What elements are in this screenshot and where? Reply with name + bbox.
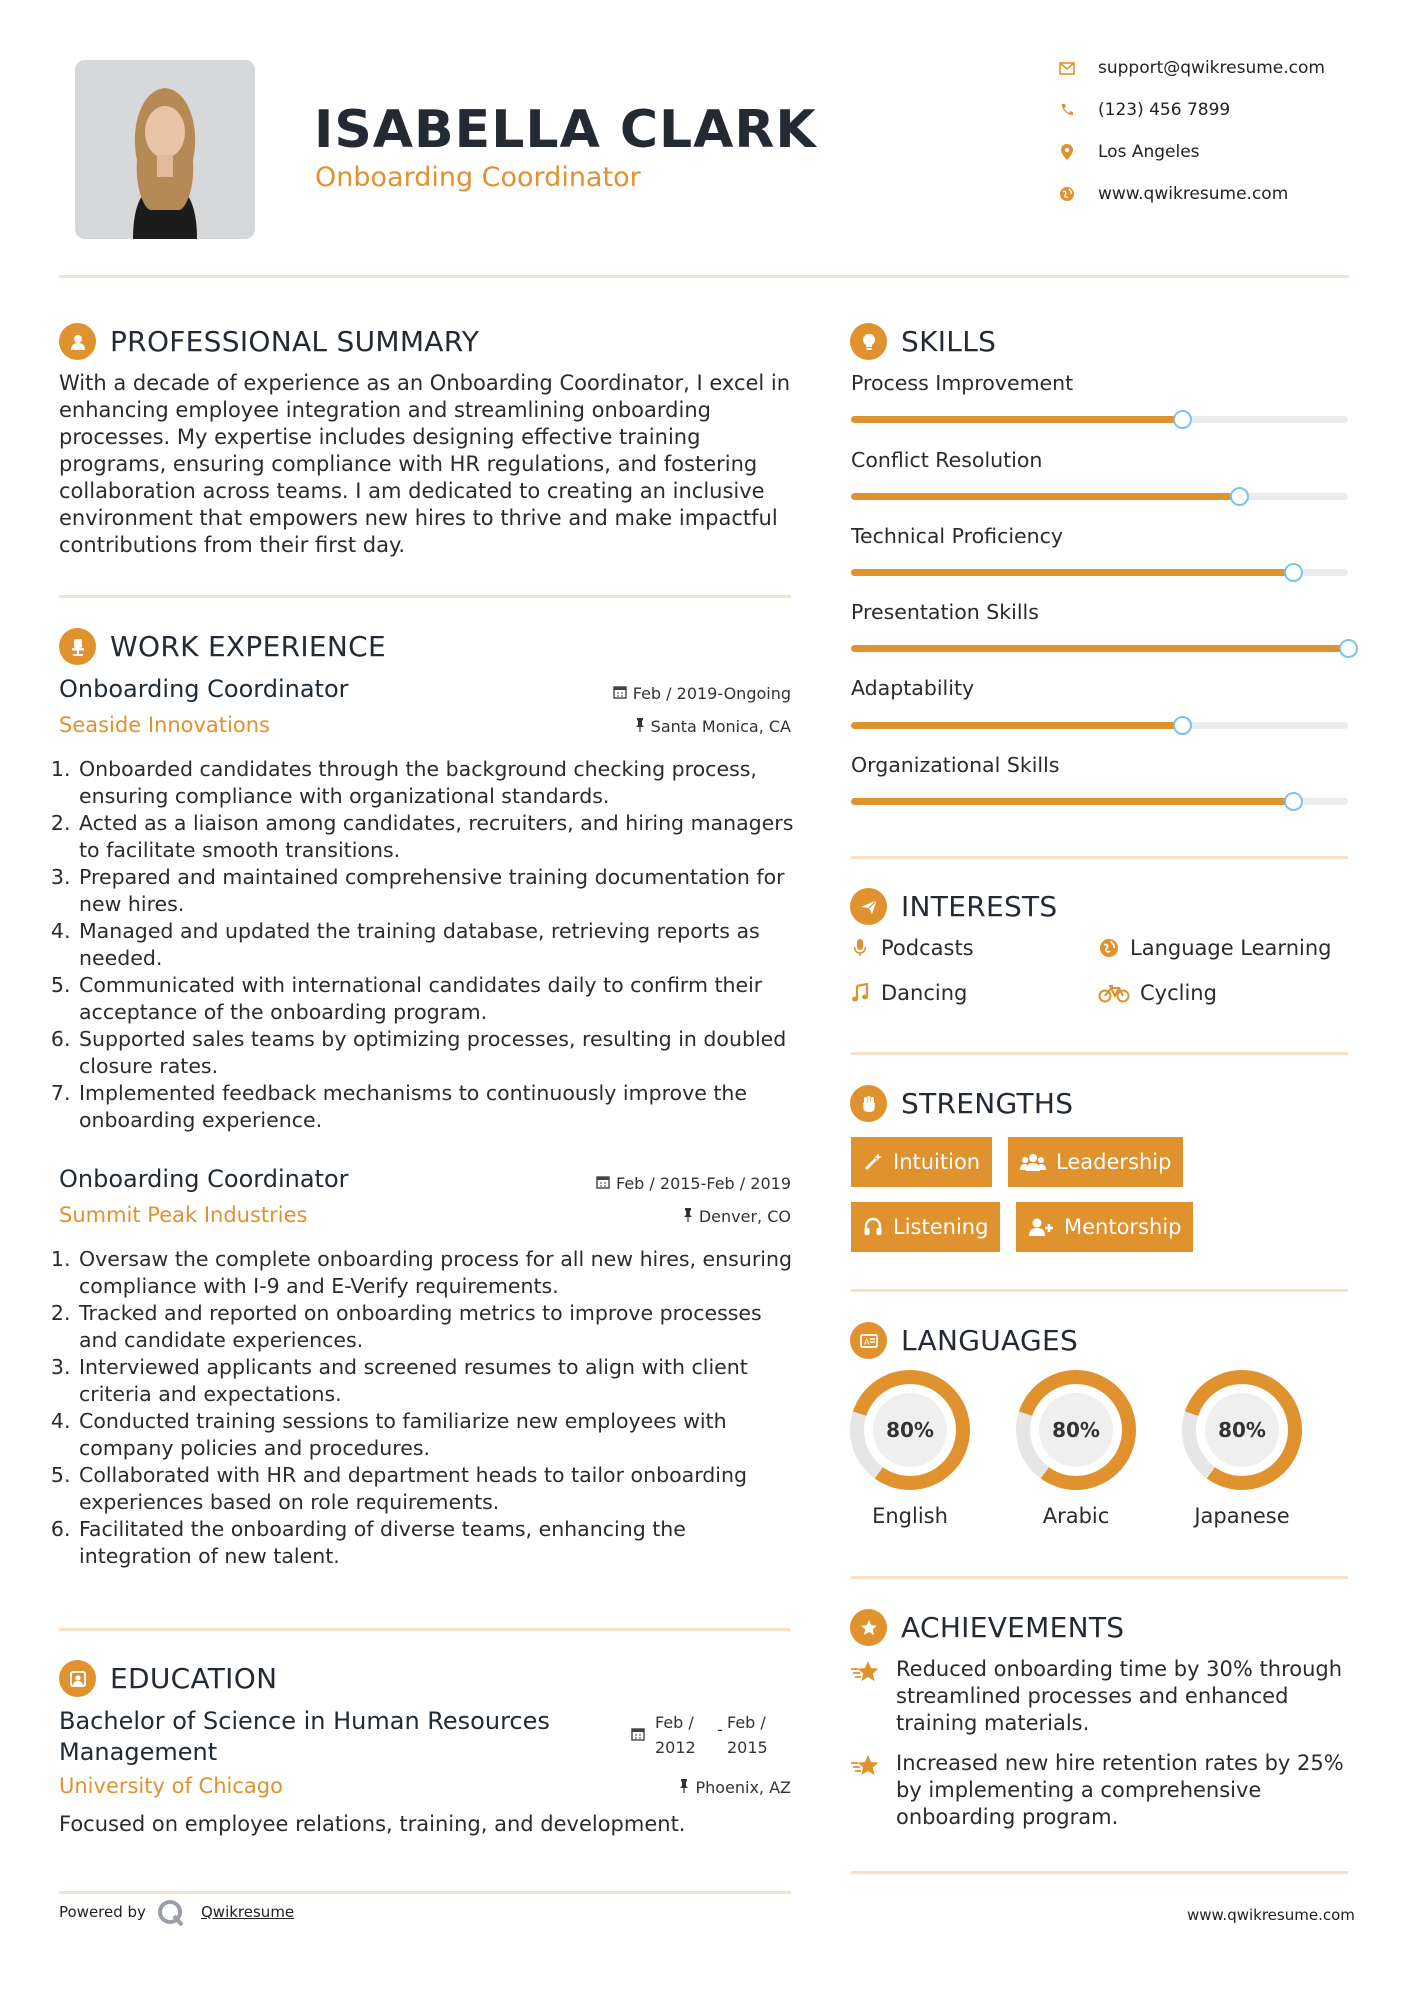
magic-wand-icon [863,1152,883,1172]
job-2-title: Onboarding Coordinator [59,1165,349,1193]
language-ring [1182,1370,1302,1490]
lightbulb-icon [850,323,887,360]
phone-icon [1056,103,1078,117]
language-ring [850,1370,970,1490]
duty-item: 4. Conducted training sessions to familiarize new employees with company policies and procedures. [77,1408,799,1462]
achievement-star-icon [850,1660,882,1688]
contact-website[interactable] [1056,184,1288,204]
job-1-dates: Feb / 2019-Ongoing [520,684,791,703]
summary-divider [59,595,791,598]
summary-text: With a decade of experience as an Onboarding Coordinator, I excel in enhancing employee integration and streamlining onboarding processes. My expertise includes designing effective training programs, ensuring compliance with HR regulations, and fostering collaboration across teams. I am dedicated to creating an inclusive environment that empowers new hires to thrive and make impactful contributions from their first day. [59,371,791,557]
duty-item: 7. Implemented feedback mechanisms to continuously improve the onboarding experience. [77,1080,799,1134]
raised-fist-icon [850,1085,887,1122]
strengths-divider [851,1289,1348,1292]
contact-location [1056,142,1200,162]
job-1-title: Onboarding Coordinator [59,675,349,703]
education-location: Phoenix, AZ [600,1778,791,1797]
graduate-icon [59,1660,96,1697]
languages-divider [851,1576,1348,1579]
duty-item: 6. Supported sales teams by optimizing processes, resulting in doubled closure rates. [77,1026,799,1080]
candidate-title: Onboarding Coordinator [315,162,641,193]
strength-chip: Intuition [851,1137,992,1187]
skill-bar-knob [1284,563,1303,582]
skill-bar-fill [851,569,1293,576]
duty-item: 2. Acted as a liaison among candidates, recruiters, and hiring managers to facilitate smooth transitions. [77,810,799,864]
candidate-name: ISABELLA CLARK [314,100,817,160]
skill-name: Conflict Resolution [851,448,1043,472]
achievements-heading: ACHIEVEMENTS [850,1609,1124,1646]
headphones-icon [863,1217,883,1237]
job-2-duties [59,1246,799,1570]
duty-item: 2. Tracked and reported on onboarding metrics to improve processes and candidate experiences. [77,1300,799,1354]
skill-bar-knob [1230,487,1249,506]
user-plus-icon [1028,1217,1054,1237]
duty-item: 3. Interviewed applicants and screened resumes to align with client criteria and expectations. [77,1354,799,1408]
duty-item: 1. Oversaw the complete onboarding process for all new hires, ensuring compliance with I-9 and E-Verify requirements. [77,1246,799,1300]
star-badge-icon [850,1609,887,1646]
pin-icon [635,717,645,736]
experience-heading: WORK EXPERIENCE [59,628,386,665]
job-2-dates: Feb / 2015-Feb / 2019 [520,1174,791,1193]
achievement-star-icon [850,1754,882,1782]
duty-item: 3. Prepared and maintained comprehensive training documentation for new hires. [77,864,799,918]
qwikresume-link[interactable]: Qwikresume [201,1903,295,1921]
map-pin-icon [1056,144,1078,160]
group-icon [1020,1152,1046,1172]
skill-bar [851,416,1348,423]
pin-icon [683,1207,693,1226]
job-1-company: Seaside Innovations [59,713,270,737]
skill-bar-knob [1339,639,1358,658]
skills-heading: SKILLS [850,323,996,360]
footer-website-link[interactable]: www.qwikresume.com [1187,1906,1355,1924]
skill-name: Presentation Skills [851,600,1039,624]
skill-name: Organizational Skills [851,753,1060,777]
language-name: English [872,1504,948,1528]
phone-text: (123) 456 7899 [1098,100,1231,120]
summary-heading: PROFESSIONAL SUMMARY [59,323,479,360]
user-icon [59,323,96,360]
paper-plane-icon [850,888,887,925]
header-divider [59,275,1349,278]
interests-divider [851,1052,1348,1055]
globe-icon [1056,186,1078,202]
interest-item: Dancing [849,981,967,1005]
website-text: www.qwikresume.com [1098,184,1289,204]
qwikresume-logo-icon [156,1898,186,1932]
job-2-location: Denver, CO [520,1207,791,1226]
strength-chip: Mentorship [1016,1202,1193,1252]
powered-by-label: Powered by [59,1903,146,1921]
skill-bar [851,569,1348,576]
education-divider [59,1891,791,1894]
education-description: Focused on employee relations, training, and development. [59,1812,686,1836]
strength-chip: Leadership [1008,1137,1183,1187]
contact-phone[interactable] [1056,100,1230,120]
achievement-item: Reduced onboarding time by 30% through streamlined processes and enhanced training materials. [896,1657,1343,1735]
language-card-icon [850,1322,887,1359]
job-2-company: Summit Peak Industries [59,1203,308,1227]
skill-bar-fill [851,416,1182,423]
skill-bar [851,493,1348,500]
pin-icon [679,1778,689,1797]
duty-item: 1. Onboarded candidates through the background checking process, ensuring compliance with organizational standards. [77,756,799,810]
education-start-date: Feb / 2012 [655,1713,696,1757]
job-1-duties [59,756,799,1134]
job-1-location: Santa Monica, CA [520,717,791,736]
music-note-icon [849,983,871,1003]
skill-name: Process Improvement [851,371,1074,395]
languages-heading: A LANGUAGES [850,1322,1078,1359]
duty-item: 5. Collaborated with HR and department heads to tailor onboarding experiences based on role requirements. [77,1462,799,1516]
duty-item: 6. Facilitated the onboarding of diverse teams, enhancing the integration of new talent. [77,1516,799,1570]
interest-item: Podcasts [849,936,974,960]
language-name: Japanese [1194,1504,1290,1528]
skill-bar-fill [851,798,1293,805]
calendar-icon [596,1174,610,1193]
calendar-icon [631,1726,645,1745]
language-ring [1016,1370,1136,1490]
skill-name: Technical Proficiency [851,524,1064,548]
strength-chip: Listening [851,1202,1000,1252]
microphone-icon [849,938,871,958]
globe-icon [1098,938,1120,958]
degree-title: Bachelor of Science in Human Resources Management [59,1707,550,1766]
location-text: Los Angeles [1098,142,1200,162]
education-end-date: Feb / 2015 [727,1713,768,1757]
svg-text:A: A [863,1337,869,1346]
skill-bar-fill [851,645,1348,652]
duty-item: 4. Managed and updated the training database, retrieving reports as needed. [77,918,799,972]
skill-bar-fill [851,493,1239,500]
profile-photo [75,60,255,239]
contact-email[interactable] [1056,58,1325,78]
achievement-item: Increased new hire retention rates by 25% by implementing a comprehensive onboarding program. [896,1751,1344,1829]
skill-bar-knob [1173,716,1192,735]
skill-bar [851,645,1348,652]
skill-bar [851,722,1348,729]
school-name: University of Chicago [59,1774,283,1798]
interest-item: Language Learning [1098,936,1331,960]
language-percent: 80% [1205,1393,1279,1467]
skill-name: Adaptability [851,676,975,700]
interest-item: Cycling [1098,981,1217,1005]
education-heading: EDUCATION [59,1660,277,1697]
chair-icon [59,628,96,665]
skill-bar-knob [1173,410,1192,429]
envelope-icon [1056,62,1078,75]
interests-heading: INTERESTS [850,888,1058,925]
skills-divider [851,856,1348,859]
email-text: support@qwikresume.com [1098,58,1325,78]
calendar-icon [613,684,627,703]
language-name: Arabic [1042,1504,1110,1528]
skill-bar-fill [851,722,1182,729]
bicycle-icon [1098,983,1130,1003]
duty-item: 5. Communicated with international candidates daily to confirm their acceptance of the onboarding program. [77,972,799,1026]
skill-bar-knob [1284,792,1303,811]
achievements-divider [851,1871,1348,1874]
skill-bar [851,798,1348,805]
strengths-heading: STRENGTHS [850,1085,1073,1122]
date-separator: - [717,1720,723,1739]
language-percent: 80% [1039,1393,1113,1467]
experience-divider [59,1628,791,1631]
language-percent: 80% [873,1393,947,1467]
